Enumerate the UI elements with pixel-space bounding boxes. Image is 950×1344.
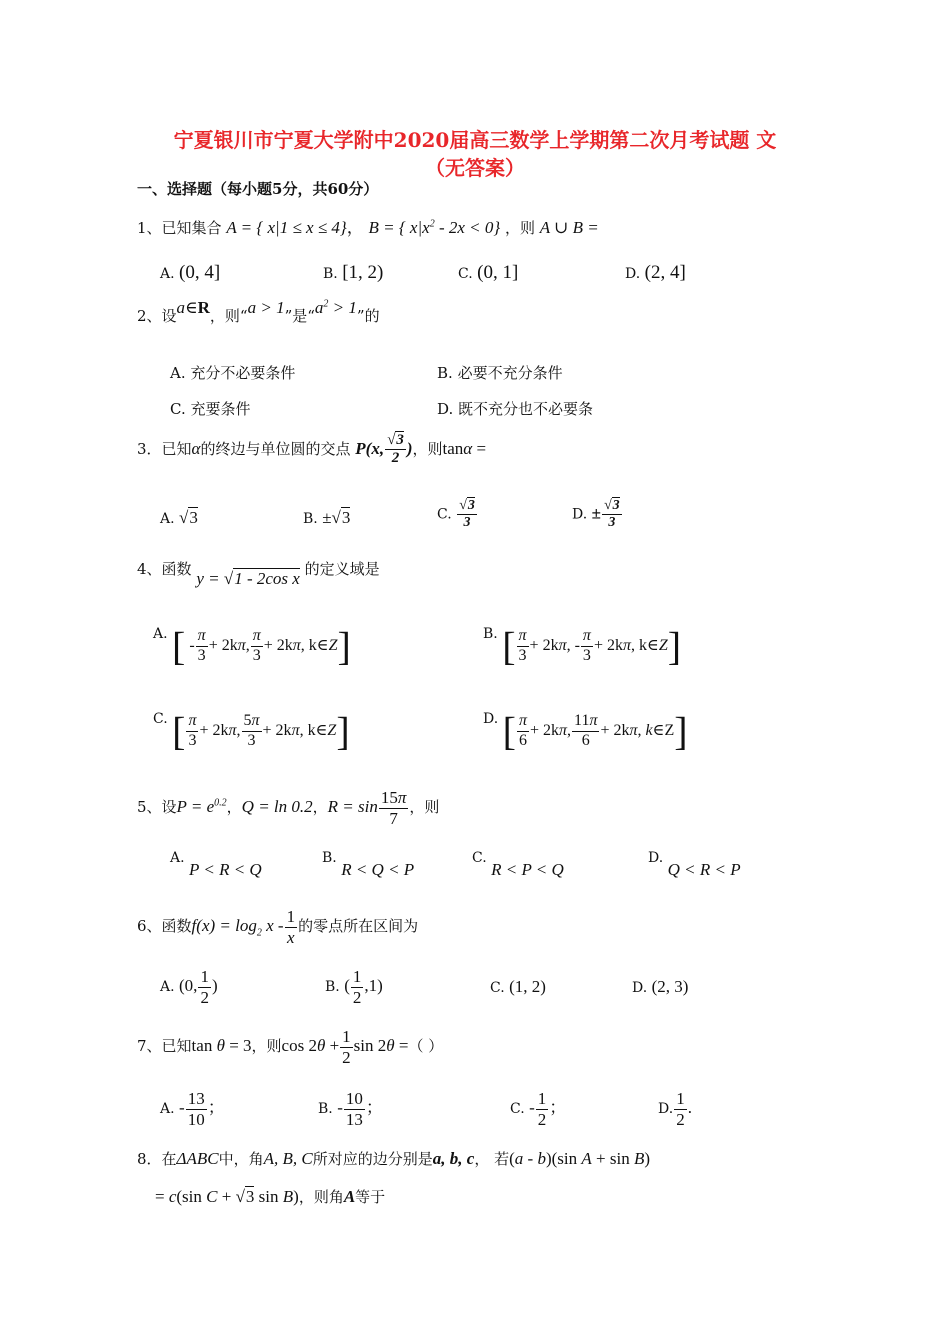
q6-option-a[interactable]: A. (0, $\frac{1}{2}$ ) bbox=[160, 967, 218, 1007]
q7-option-a[interactable]: A. - $\frac{13}{10}$ ； bbox=[160, 1089, 225, 1129]
q1-set-a: A = { x|1 ≤ x ≤ 4} bbox=[226, 218, 347, 237]
page-title: 宁夏银川市宁夏大学附中2020届高三数学上学期第二次月考试题 文 bbox=[173, 128, 777, 152]
question-8-line2: = c(sin C + √3 sin B)，则角A等于 bbox=[155, 1187, 386, 1206]
q1-option-a[interactable]: A. (0, 4] bbox=[160, 262, 221, 283]
question-2: 2、设a∈R，则“a > 1”是“$a^2 > 1$”的 bbox=[137, 298, 380, 325]
q4-option-d[interactable]: D. [ $\frac{\pi}{6}$ + 2kπ, $\frac{11\pi}{6}$ + 2kπ, k∈Z] bbox=[483, 708, 688, 753]
question-5: 5、设$P = e^{0.2}$，Q = ln 0.2，R = sin $\frac{15\pi}{7}$ ，则 bbox=[137, 788, 440, 828]
q1-option-c[interactable]: C. (0, 1] bbox=[458, 262, 519, 283]
question-8: 8．在ΔABC中，角A, B, C所对应的边分别是a, b, c， 若(a - b)(sin A + sin B) bbox=[137, 1149, 651, 1168]
q7-option-d[interactable]: D. $\frac{1}{2}$ . bbox=[658, 1089, 692, 1129]
q5-option-d[interactable]: D. Q < R < P bbox=[648, 850, 741, 879]
question-6: 6、函数$f(x) = \log_2 x$ - $\frac{1}{x}$ 的零点所在区间为 bbox=[137, 907, 419, 947]
q3-option-d[interactable]: D. ± $\frac{√3}{3}$ bbox=[572, 498, 620, 531]
question-7: 7、已知tan θ = 3，则cos 2θ + $\frac{1}{2}$ sin 2θ =（ ） bbox=[137, 1027, 444, 1067]
q2-option-a[interactable]: A. 充分不必要条件 bbox=[170, 364, 296, 382]
q1-set-b: B = { $x|x^2 - 2x < 0$} bbox=[368, 218, 501, 237]
q7-option-c[interactable]: C. - $\frac{1}{2}$ ； bbox=[510, 1089, 567, 1129]
q1-expr: A ∪ B = bbox=[539, 218, 599, 237]
q3-option-a[interactable]: A. √3 bbox=[160, 508, 198, 527]
question-1: 1、已知集合 A = { x|1 ≤ x ≤ 4}， B = { $x|x^2 - 2x < 0$} ，则 A ∪ B = bbox=[137, 218, 599, 237]
q3-option-c[interactable]: C. $\frac{√3}{3}$ bbox=[437, 498, 475, 531]
q2-option-c[interactable]: C. 充要条件 bbox=[170, 400, 251, 418]
q6-option-d[interactable]: D. (2, 3) bbox=[632, 977, 689, 996]
q4-option-c[interactable]: C. [ $\frac{\pi}{3}$ + 2kπ, $\frac{5\pi}{3}$ + 2kπ, k∈Z] bbox=[153, 708, 350, 753]
page-subtitle: （无答案） bbox=[425, 156, 525, 180]
q2-option-d[interactable]: D. 既不充分也不必要条 bbox=[437, 400, 594, 418]
q5-option-a[interactable]: A. P < R < Q bbox=[170, 850, 262, 879]
q6-option-c[interactable]: C. (1, 2) bbox=[490, 977, 546, 996]
section-heading: 一、选择题（每小题5分，共60分） bbox=[137, 180, 379, 198]
q1-option-b[interactable]: B. [1, 2) bbox=[323, 262, 384, 283]
q4-option-a[interactable]: A. [ - $\frac{\pi}{3}$ + 2kπ, $\frac{\pi}{3}$ + 2kπ, k∈Z] bbox=[153, 623, 351, 668]
question-3: 3．已知α的终边与单位圆的交点 P(x, $\frac{√3}{2}$ )，则tanα = bbox=[137, 432, 487, 467]
q2-option-b[interactable]: B. 必要不充分条件 bbox=[437, 364, 563, 382]
q3-option-b[interactable]: B. ±√3 bbox=[303, 508, 351, 527]
q4-option-b[interactable]: B. [ $\frac{\pi}{3}$ + 2kπ, - $\frac{\pi}{3}$ + 2kπ, k∈Z] bbox=[483, 623, 682, 668]
q5-option-c[interactable]: C. R < P < Q bbox=[472, 850, 564, 879]
q1-number: 1、已知集合 bbox=[137, 219, 222, 237]
q5-option-b[interactable]: B. R < Q < P bbox=[322, 850, 415, 879]
q6-option-b[interactable]: B. ( $\frac{1}{2}$ ,1) bbox=[325, 967, 383, 1007]
question-4: 4、函数 y = √1 - 2cos x 的定义域是 bbox=[137, 560, 380, 588]
q7-option-b[interactable]: B. - $\frac{10}{13}$ ； bbox=[318, 1089, 383, 1129]
q1-ask: ，则 bbox=[504, 219, 535, 237]
q1-option-d[interactable]: D. (2, 4] bbox=[625, 262, 686, 283]
